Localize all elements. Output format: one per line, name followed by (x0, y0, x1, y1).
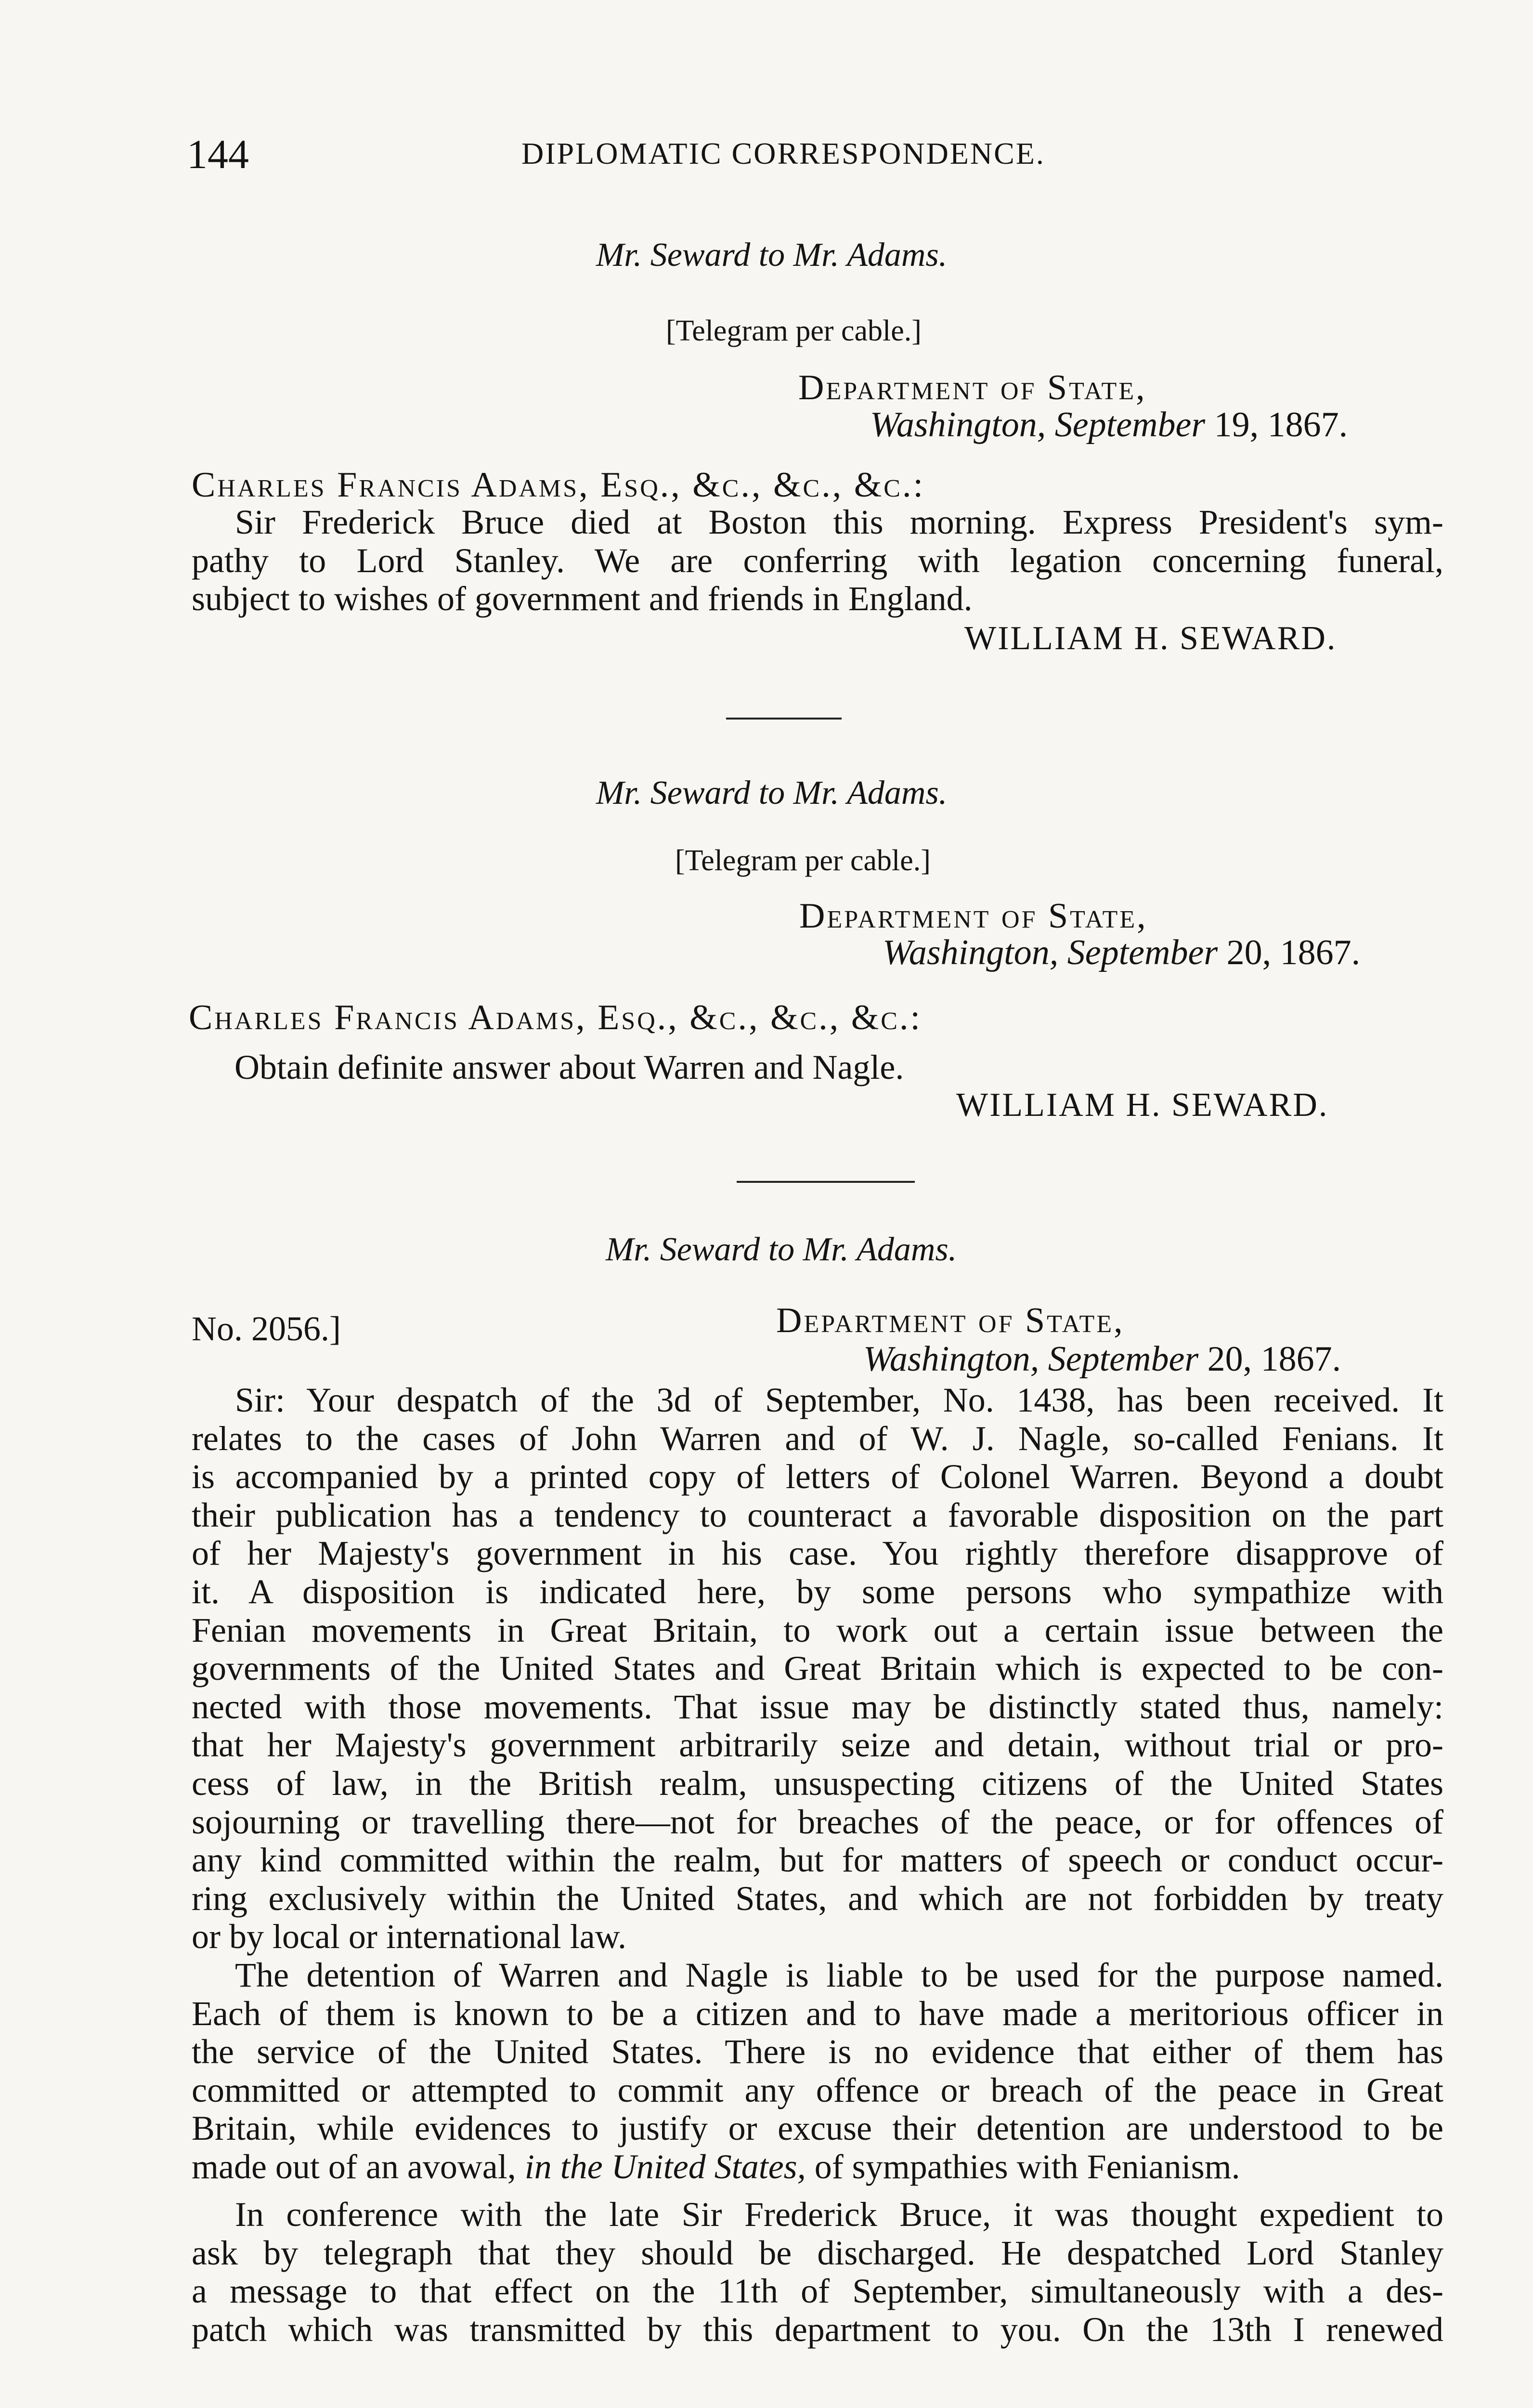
letter3-heading: Mr. Seward to Mr. Adams. (606, 1231, 957, 1268)
letter3-date: Washington, September 20, 1867. (863, 1339, 1341, 1379)
body-line: cess of law, in the British realm, unsuspecting citizens of the United States (192, 1764, 1443, 1803)
letter3-paragraph-2 (192, 1956, 1443, 2186)
body-line: Britain, while evidences to justify or excuse their detention are understood to be (192, 2109, 1443, 2148)
body-line: In conference with the late Sir Frederick Bruce, it was thought expedient to (235, 2195, 1443, 2234)
running-title: DIPLOMATIC CORRESPONDENCE. (521, 136, 1045, 170)
body-line: the service of the United States. There is no evidence that either of them has (192, 2032, 1443, 2071)
letter2-date: Washington, September 20, 1867. (883, 933, 1361, 972)
body-line: ring exclusively within the United States, and which are not forbidden by treaty (192, 1879, 1443, 1918)
letter3-paragraph-3 (192, 2196, 1443, 2349)
letter1-heading: Mr. Seward to Mr. Adams. (596, 236, 948, 274)
body-line: governments of the United States and Great Britain which is expected to be con- (192, 1649, 1443, 1688)
body-line: that her Majesty's government arbitrarily seize and detain, without trial or pro- (192, 1726, 1443, 1765)
section-divider (737, 1181, 915, 1183)
body-line: nected with those movements. That issue may be distinctly stated thus, namely: (192, 1687, 1443, 1726)
body-line: pathy to Lord Stanley. We are conferring with legation concerning funeral, (192, 541, 1443, 580)
letter2-heading: Mr. Seward to Mr. Adams. (596, 774, 948, 811)
letter3-number: No. 2056.] (192, 1309, 341, 1348)
body-line: relates to the cases of John Warren and of W. J. Nagle, so-called Fenians. It (192, 1419, 1443, 1458)
body-line: made out of an avowal, in the United States, of sympathies with Fenianism. (192, 2147, 1240, 2186)
body-line: subject to wishes of government and friends in England. (192, 579, 973, 618)
body-line: a message to that effect on the 11th of September, simultaneously with a des- (192, 2272, 1443, 2311)
page-number: 144 (187, 131, 249, 177)
body-line: The detention of Warren and Nagle is liable to be used for the purpose named. (235, 1956, 1443, 1994)
body-line: it. A disposition is indicated here, by some persons who sympathize with (192, 1572, 1443, 1611)
letter1-signature: WILLIAM H. SEWARD. (964, 620, 1337, 657)
letter2-signature: WILLIAM H. SEWARD. (956, 1086, 1329, 1124)
letter2-telegram-note: [Telegram per cable.] (675, 844, 931, 877)
letter2-dept: Department of State, (799, 896, 1148, 936)
body-line: or by local or international law. (192, 1917, 627, 1956)
italic-phrase: in the United States, (524, 2147, 806, 2186)
letter1-body (192, 503, 1443, 618)
body-line: any kind committed within the realm, but for matters of speech or conduct occur- (192, 1841, 1443, 1880)
letter2-addressee: Charles Francis Adams, Esq., &c., &c., &c.: (189, 998, 922, 1037)
body-line: their publication has a tendency to counteract a favorable disposition on the part (192, 1495, 1443, 1534)
body-line: sojourning or travelling there—not for breaches of the peace, or for offences of (192, 1802, 1443, 1841)
body-line: committed or attempted to commit any offence or breach of the peace in Great (192, 2070, 1443, 2109)
body-line: is accompanied by a printed copy of letters of Colonel Warren. Beyond a doubt (192, 1457, 1443, 1496)
letter3-dept: Department of State, (776, 1301, 1125, 1340)
letter1-date: Washington, September 19, 1867. (870, 405, 1348, 445)
section-divider (726, 718, 842, 720)
body-line: Sir: Your despatch of the 3d of September, No. 1438, has been received. It (235, 1381, 1443, 1419)
body-line: Fenian movements in Great Britain, to work out a certain issue between the (192, 1610, 1443, 1649)
letter1-telegram-note: [Telegram per cable.] (666, 314, 922, 347)
letter1-addressee: Charles Francis Adams, Esq., &c., &c., &c.: (192, 465, 925, 505)
body-line: Sir Frederick Bruce died at Boston this morning. Express President's sym- (235, 503, 1443, 541)
letter1-dept: Department of State, (798, 368, 1147, 407)
body-line: of her Majesty's government in his case. You rightly therefore disapprove of (192, 1534, 1443, 1573)
body-line: patch which was transmitted by this department to you. On the 13th I renewed (192, 2310, 1443, 2349)
body-line: Each of them is known to be a citizen and to have made a meritorious officer in (192, 1994, 1443, 2033)
letter2-body: Obtain definite answer about Warren and Nagle. (234, 1048, 904, 1086)
letter3-paragraph-1 (192, 1381, 1443, 1956)
body-line: ask by telegraph that they should be discharged. He despatched Lord Stanley (192, 2233, 1443, 2272)
